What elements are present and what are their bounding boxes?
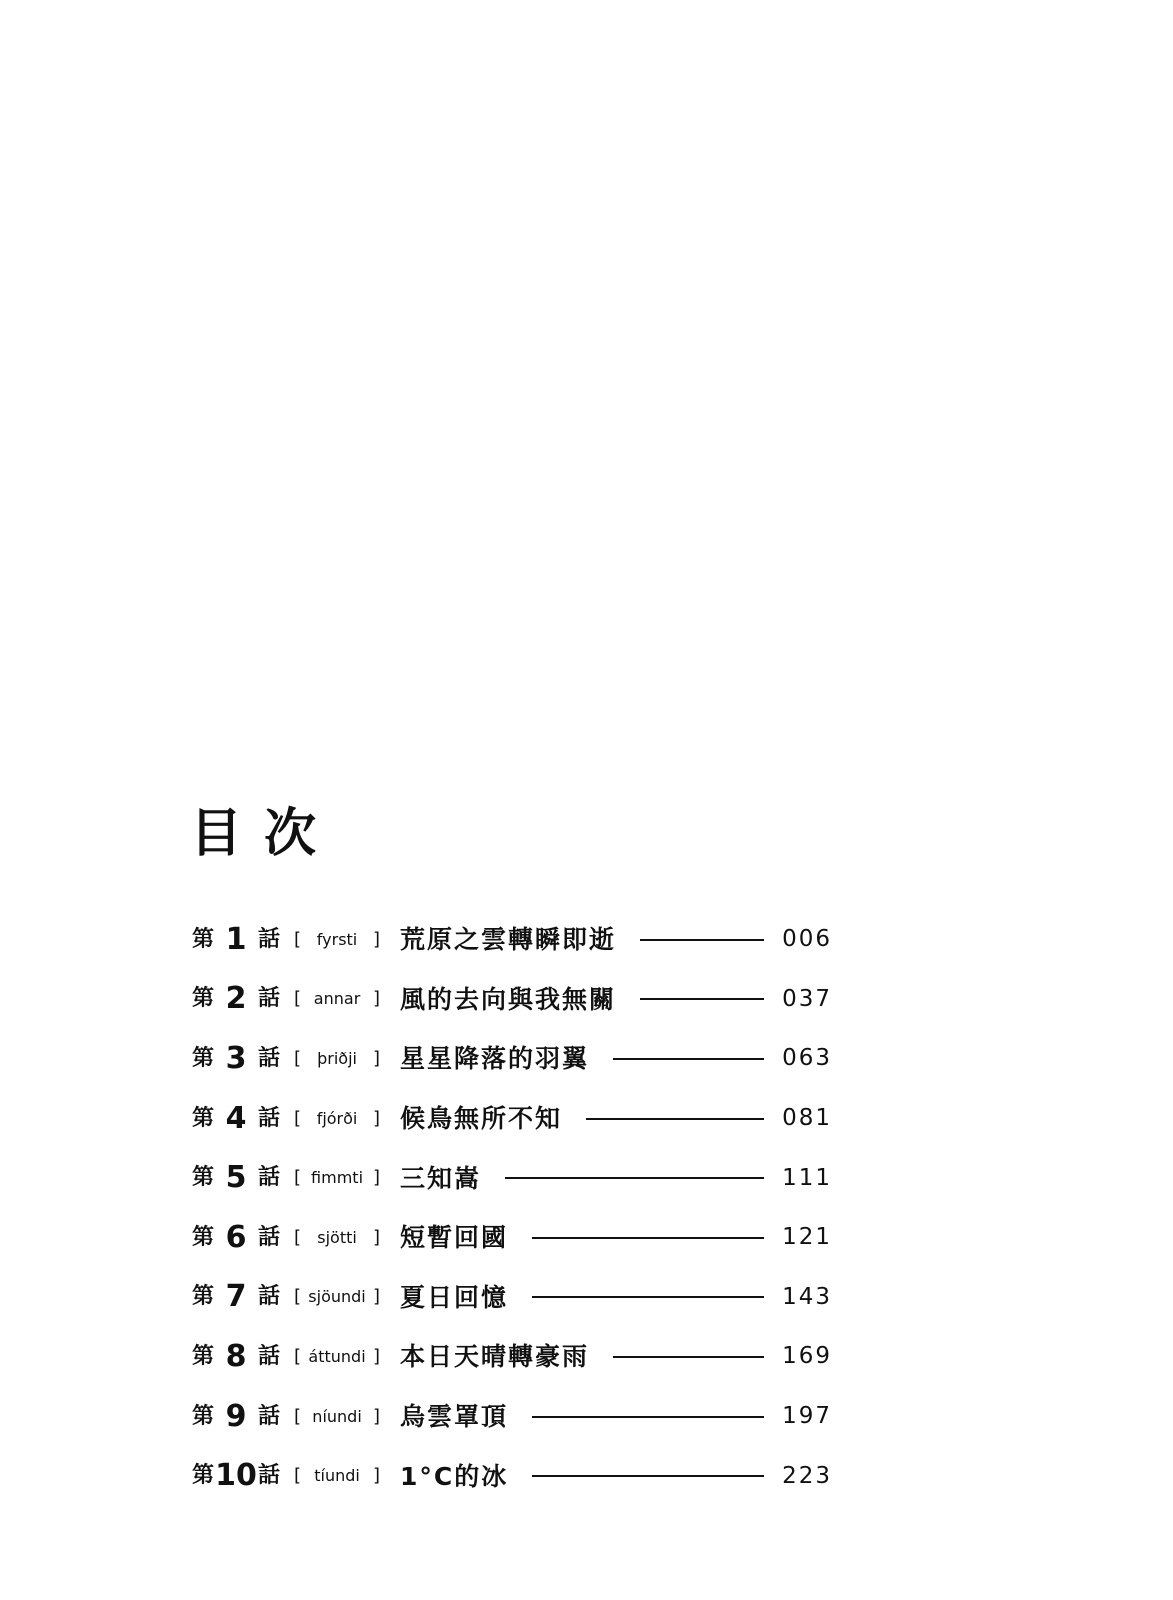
toc-entry-6 xyxy=(192,1208,832,1268)
page-number: 197 xyxy=(782,1403,832,1430)
dot-leader xyxy=(640,998,764,1000)
chapter-title: 夏日回憶 xyxy=(400,1282,509,1312)
label-close-bracket: ] xyxy=(372,928,381,950)
chapter-suffix: 話 xyxy=(258,1284,281,1310)
chapter-label xyxy=(294,1107,381,1129)
toc-heading: 目次 xyxy=(190,804,339,864)
chapter-title: 短暫回國 xyxy=(400,1223,509,1253)
chapter-suffix: 話 xyxy=(258,1463,281,1489)
toc-entry-5 xyxy=(192,1148,832,1208)
label-close-bracket: ] xyxy=(372,1286,381,1308)
label-close-bracket: ] xyxy=(373,1167,381,1189)
toc-entry-10 xyxy=(192,1446,832,1506)
label-open-bracket: [ xyxy=(294,1167,302,1189)
dot-leader xyxy=(532,1475,764,1477)
chapter-number: 4 xyxy=(225,1100,247,1136)
label-text: níundi xyxy=(312,1406,362,1426)
toc-list xyxy=(192,910,832,1506)
dot-leader xyxy=(532,1296,764,1298)
chapter-suffix: 話 xyxy=(258,1224,281,1250)
label-close-bracket: ] xyxy=(373,1107,381,1129)
dot-leader xyxy=(532,1237,764,1239)
dot-leader xyxy=(505,1177,764,1179)
chapter-suffix: 話 xyxy=(258,1403,281,1429)
chapter-number: 3 xyxy=(225,1040,247,1076)
chapter-prefix: 第 xyxy=(192,1403,215,1429)
chapter-number: 1 xyxy=(225,921,247,957)
toc-entry-7 xyxy=(192,1268,832,1328)
toc-entry-2 xyxy=(192,970,832,1030)
chapter-suffix: 話 xyxy=(258,986,281,1012)
label-open-bracket: [ xyxy=(294,1465,302,1487)
dot-leader xyxy=(586,1118,764,1120)
chapter-label xyxy=(294,1467,380,1485)
chapter-title: 星星降落的羽翼 xyxy=(400,1044,590,1074)
dot-leader xyxy=(532,1416,764,1418)
chapter-title: 烏雲罩頂 xyxy=(400,1402,509,1432)
dot-leader xyxy=(613,1356,764,1358)
chapter-suffix: 話 xyxy=(258,926,281,952)
chapter-label xyxy=(294,1345,381,1367)
chapter-number: 8 xyxy=(225,1338,247,1374)
page-number: 121 xyxy=(782,1224,832,1251)
chapter-prefix: 第 xyxy=(192,926,215,952)
chapter-suffix: 話 xyxy=(258,1105,281,1131)
chapter-number: 9 xyxy=(225,1398,247,1434)
toc-entry-1 xyxy=(192,910,832,970)
chapter-prefix: 第 xyxy=(192,1463,215,1489)
toc-entry-3 xyxy=(192,1029,832,1089)
label-text: sjötti xyxy=(317,1227,357,1247)
chapter-label xyxy=(294,1405,381,1427)
page-number: 037 xyxy=(782,985,832,1012)
chapter-label xyxy=(294,928,381,950)
chapter-suffix: 話 xyxy=(258,1343,281,1369)
label-text: fjórði xyxy=(316,1108,358,1128)
label-text: fyrsti xyxy=(316,929,358,949)
chapter-prefix: 第 xyxy=(192,1165,215,1191)
chapter-title: 風的去向與我無關 xyxy=(400,984,617,1014)
chapter-prefix: 第 xyxy=(192,1105,215,1131)
page-number: 111 xyxy=(782,1164,832,1191)
label-text: áttundi xyxy=(308,1346,366,1366)
chapter-prefix: 第 xyxy=(192,1224,215,1250)
label-close-bracket: ] xyxy=(372,1345,381,1367)
chapter-label xyxy=(294,990,380,1008)
chapter-label xyxy=(294,1169,380,1187)
chapter-title: 三知嵩 xyxy=(400,1163,482,1193)
label-open-bracket: [ xyxy=(294,1286,302,1308)
page-number: 081 xyxy=(782,1105,832,1132)
page-number: 006 xyxy=(782,926,832,953)
chapter-suffix: 話 xyxy=(258,1045,281,1071)
label-open-bracket: [ xyxy=(294,1226,302,1248)
label-open-bracket: [ xyxy=(294,1107,302,1129)
page-number: 169 xyxy=(782,1343,832,1370)
chapter-number: 6 xyxy=(225,1219,247,1255)
label-open-bracket: [ xyxy=(294,928,302,950)
chapter-number: 5 xyxy=(225,1160,247,1196)
dot-leader xyxy=(640,939,764,941)
chapter-label xyxy=(294,1288,380,1306)
label-close-bracket: ] xyxy=(372,1047,381,1069)
chapter-label xyxy=(294,1226,381,1248)
chapter-prefix: 第 xyxy=(192,1343,215,1369)
label-open-bracket: [ xyxy=(294,1345,302,1367)
chapter-title: 本日天晴轉豪雨 xyxy=(400,1342,590,1372)
toc-entry-9 xyxy=(192,1387,832,1447)
toc-entry-8 xyxy=(192,1327,832,1387)
label-open-bracket: [ xyxy=(294,1047,302,1069)
chapter-prefix: 第 xyxy=(192,986,215,1012)
label-close-bracket: ] xyxy=(372,1465,381,1487)
chapter-prefix: 第 xyxy=(192,1045,215,1071)
chapter-title: 1°C的冰 xyxy=(400,1461,509,1491)
label-open-bracket: [ xyxy=(294,1405,302,1427)
label-close-bracket: ] xyxy=(373,1405,381,1427)
chapter-prefix: 第 xyxy=(192,1284,215,1310)
page-number: 143 xyxy=(782,1283,832,1310)
label-text: þriðji xyxy=(317,1048,357,1068)
label-text: sjöundi xyxy=(308,1287,366,1307)
page-number: 063 xyxy=(782,1045,832,1072)
chapter-number: 7 xyxy=(225,1279,247,1315)
chapter-title: 荒原之雲轉瞬即逝 xyxy=(400,925,617,955)
label-close-bracket: ] xyxy=(373,988,381,1010)
chapter-title: 候鳥無所不知 xyxy=(400,1104,563,1134)
label-text: fimmti xyxy=(311,1168,364,1188)
label-text: tíundi xyxy=(314,1466,360,1486)
chapter-number: 10 xyxy=(215,1458,257,1494)
dot-leader xyxy=(613,1058,764,1060)
label-close-bracket: ] xyxy=(373,1226,381,1248)
chapter-suffix: 話 xyxy=(258,1165,281,1191)
toc-entry-4 xyxy=(192,1089,832,1149)
page-number: 223 xyxy=(782,1462,832,1489)
chapter-label xyxy=(294,1047,381,1069)
label-text: annar xyxy=(313,989,361,1009)
chapter-number: 2 xyxy=(225,981,247,1017)
label-open-bracket: [ xyxy=(294,988,302,1010)
